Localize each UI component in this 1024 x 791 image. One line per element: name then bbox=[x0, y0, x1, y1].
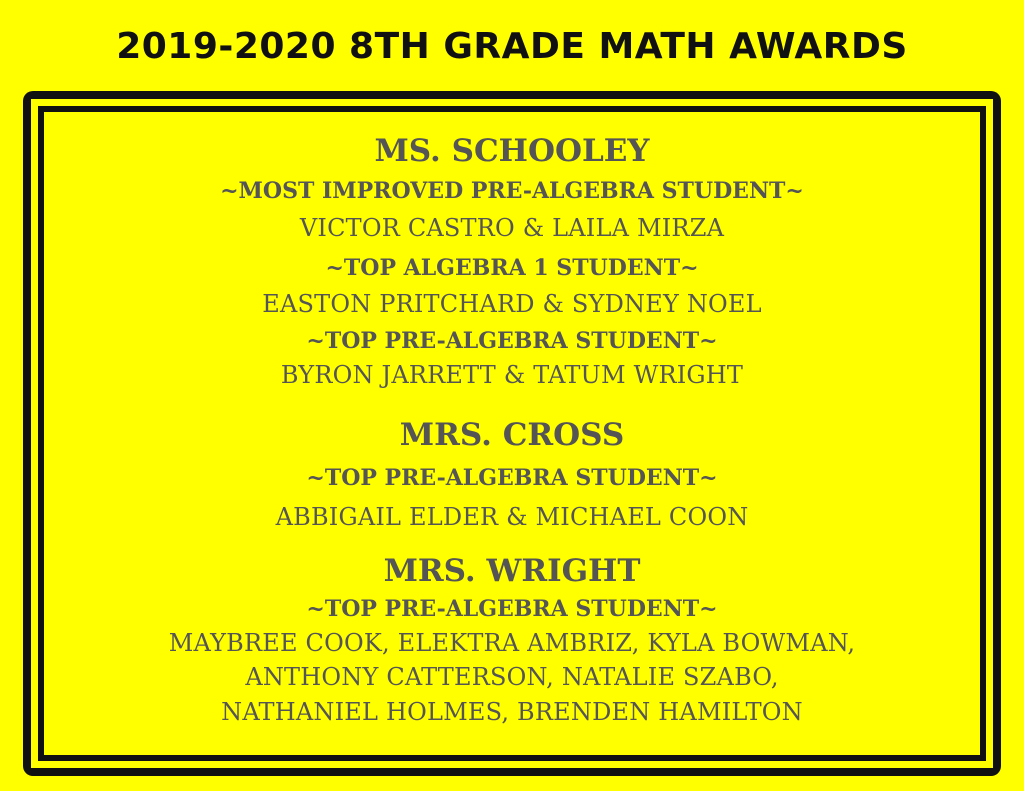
award-title: ~TOP PRE-ALGEBRA STUDENT~ bbox=[306, 328, 718, 354]
teacher-name: MRS. WRIGHT bbox=[383, 553, 641, 589]
student-names: BYRON JARRETT & TATUM WRIGHT bbox=[280, 361, 744, 389]
student-names: VICTOR CASTRO & LAILA MIRZA bbox=[299, 214, 725, 242]
award-title: ~TOP PRE-ALGEBRA STUDENT~ bbox=[306, 465, 718, 491]
teacher-name: MRS. CROSS bbox=[399, 417, 625, 453]
student-names: ABBIGAIL ELDER & MICHAEL COON bbox=[275, 503, 749, 531]
award-title: ~TOP PRE-ALGEBRA STUDENT~ bbox=[306, 596, 718, 622]
page-title: 2019-2020 8TH GRADE MATH AWARDS bbox=[116, 26, 908, 67]
student-names: EASTON PRITCHARD & SYDNEY NOEL bbox=[262, 290, 762, 318]
student-names: NATHANIEL HOLMES, BRENDEN HAMILTON bbox=[221, 698, 803, 726]
student-names: MAYBREE COOK, ELEKTRA AMBRIZ, KYLA BOWMAN, bbox=[168, 629, 856, 657]
teacher-name: MS. SCHOOLEY bbox=[374, 133, 650, 169]
student-names: ANTHONY CATTERSON, NATALIE SZABO, bbox=[245, 663, 779, 691]
award-title: ~TOP ALGEBRA 1 STUDENT~ bbox=[325, 255, 699, 281]
award-title: ~MOST IMPROVED PRE-ALGEBRA STUDENT~ bbox=[220, 178, 804, 204]
